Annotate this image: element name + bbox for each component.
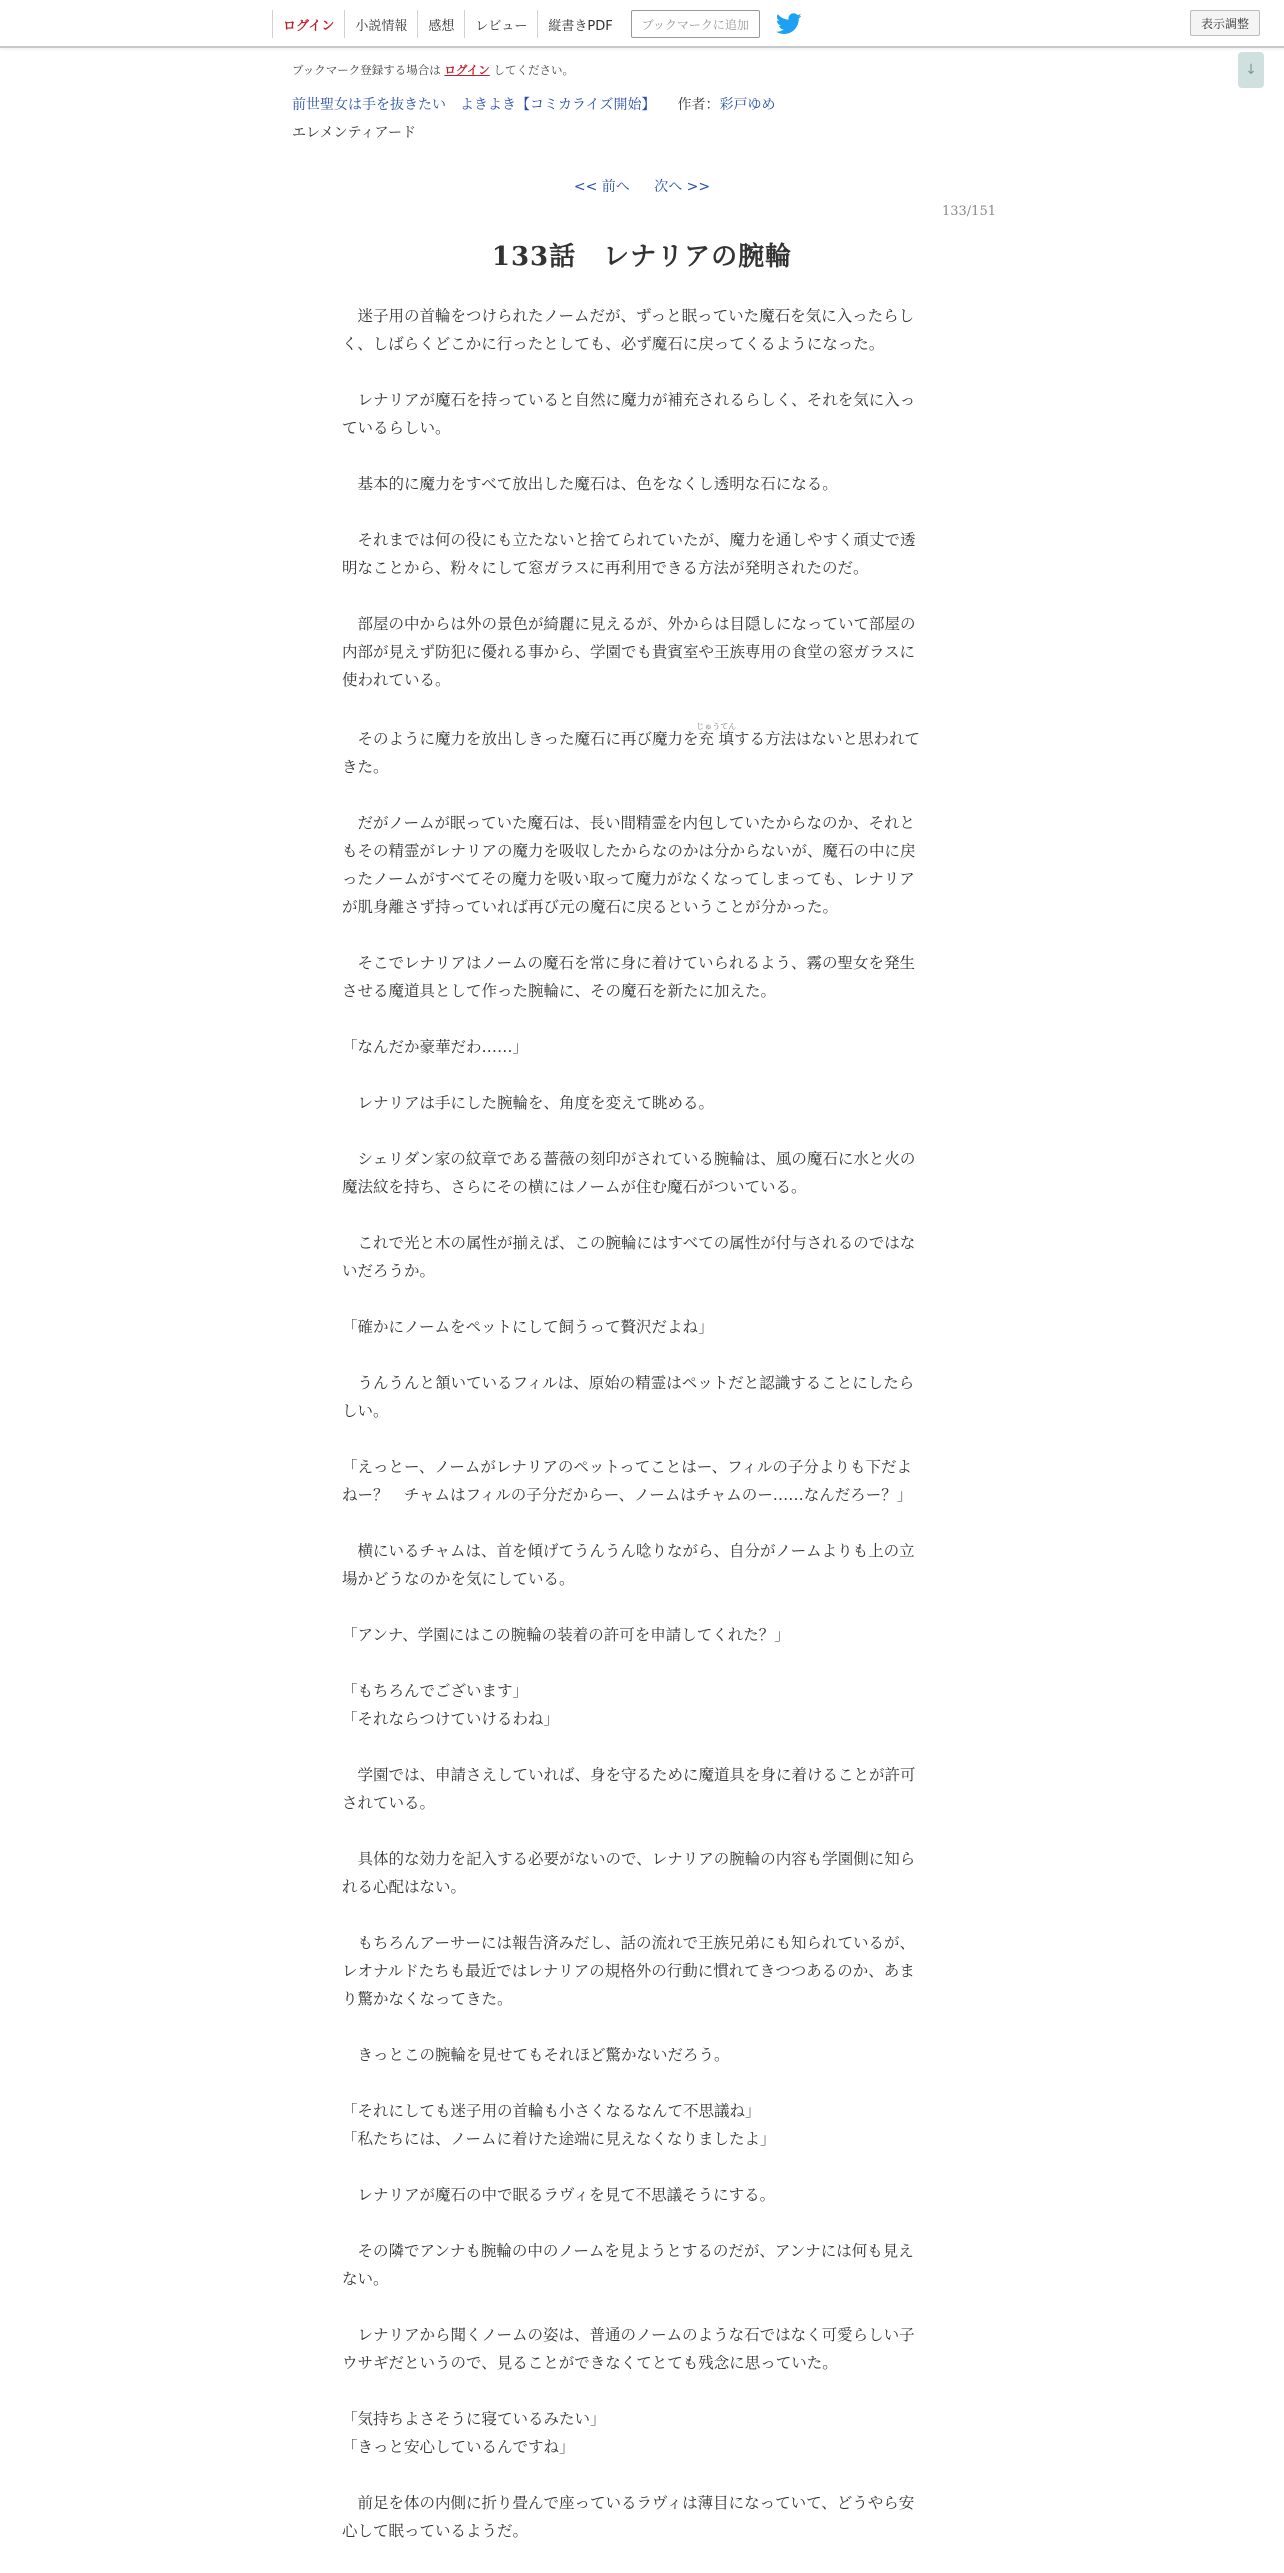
paragraph xyxy=(342,1761,942,1817)
paragraph xyxy=(342,470,942,498)
paragraph xyxy=(342,2097,942,2125)
author-line xyxy=(677,94,775,114)
impressions-link[interactable]: 感想 xyxy=(417,10,464,38)
paragraph-line: 「それならつけていけるわね」 xyxy=(342,1710,559,1728)
author-label: 作者： xyxy=(677,97,720,113)
paragraph xyxy=(342,1145,942,1201)
paragraph-line: 「もちろんでございます」 xyxy=(342,1682,529,1700)
vertical-pdf-link[interactable]: 縦書きPDF xyxy=(537,10,622,38)
paragraph-line: しい。 xyxy=(342,1402,389,1420)
ruby-base: 充填 xyxy=(696,730,737,748)
paragraph xyxy=(342,2125,942,2153)
paragraph-line: レオナルドたちも最近ではレナリアの規格外の行動に慣れてきつつあるのか、あま xyxy=(342,1962,915,1980)
paragraph-line: されている。 xyxy=(342,1794,436,1812)
paragraph xyxy=(342,1453,942,1509)
paragraph-line: 基本的に魔力をすべて放出した魔石は、色をなくし透明な石になる。 xyxy=(342,475,838,493)
paragraph xyxy=(342,1621,942,1649)
paragraph-line: り驚かなくなってきた。 xyxy=(342,1990,513,2008)
paragraph xyxy=(342,1929,942,2013)
paragraph xyxy=(342,1537,942,1593)
paragraph-line: だがノームが眠っていた魔石は、長い間精霊を内包していたからなのか、それと xyxy=(342,814,916,832)
paragraph-line: レナリアが魔石を持っていると自然に魔力が補充されるらしく、それを気に入っ xyxy=(342,391,916,409)
bookmark-note-text: ブックマーク登録する場合は xyxy=(292,63,441,77)
paragraph xyxy=(342,1705,942,1733)
paragraph-line: その隣でアンナも腕輪の中のノームを見ようとするのだが、アンナには何も見え xyxy=(342,2242,914,2260)
paragraph-line xyxy=(342,722,942,753)
paragraph xyxy=(342,2405,942,2433)
paragraph-text: する方法はないと思われて xyxy=(734,730,921,748)
ruby-word xyxy=(696,722,737,748)
paragraph-line: 明なことから、粉々にして窓ガラスに再利用できる方法が発明されたのだ。 xyxy=(342,559,869,577)
paragraph-line: もその精霊がレナリアの魔力を吸収したからなのかは分からないが、魔石の中に戻 xyxy=(342,842,916,860)
login-link[interactable]: ログイン xyxy=(272,10,344,38)
paragraph xyxy=(342,1313,942,1341)
paragraph xyxy=(342,610,942,694)
novel-body xyxy=(342,302,942,2573)
paragraph-line: 横にいるチャムは、首を傾げてうんうん唸りながら、自分がノームよりも上の立 xyxy=(342,1542,915,1560)
prev-chapter-link[interactable]: << 前へ xyxy=(573,179,630,195)
chapter-pager xyxy=(0,176,1284,196)
paragraph xyxy=(342,2321,942,2377)
paragraph-line: 「アンナ、学園にはこの腕輪の装着の許可を申請してくれた？」 xyxy=(342,1626,790,1644)
review-link[interactable]: レビュー xyxy=(464,10,537,38)
paragraph-line: 前足を体の内側に折り畳んで座っているラヴィは薄目になっていて、どうやら安 xyxy=(342,2494,915,2512)
paragraph xyxy=(342,2489,942,2545)
series-name: エレメンティアード xyxy=(292,125,417,141)
paragraph xyxy=(342,1845,942,1901)
paragraph-line: れる心配はない。 xyxy=(342,1878,467,1896)
paragraph xyxy=(342,809,942,921)
paragraph-line: 使われている。 xyxy=(342,671,451,689)
paragraph-line: ったノームがすべてその魔力を吸い取って魔力がなくなってしまっても、レナリア xyxy=(342,870,915,888)
novel-meta xyxy=(292,62,1012,142)
novel-title-link[interactable]: 前世聖女は手を抜きたい よきよき【コミカライズ開始】 xyxy=(292,97,656,113)
paragraph-line: 迷子用の首輪をつけられたノームだが、ずっと眠っていた魔石を気に入ったらし xyxy=(342,307,915,325)
paragraph-line: 「なんだか豪華だわ……」 xyxy=(342,1038,529,1056)
bookmark-note xyxy=(292,62,1012,78)
bookmark-note-suffix: してください。 xyxy=(493,63,574,77)
paragraph-line: 学園では、申請さえしていれば、身を守るために魔道具を身に着けることが許可 xyxy=(342,1766,916,1784)
paragraph xyxy=(342,2181,942,2209)
paragraph xyxy=(342,2237,942,2293)
paragraph-line: 魔法紋を持ち、さらにその横にはノームが住む魔石がついている。 xyxy=(342,1178,807,1196)
paragraph-ruby xyxy=(342,722,942,781)
paragraph-line: レナリアが魔石の中で眠るラヴィを見て不思議そうにする。 xyxy=(342,2186,776,2204)
page-count: 133/151 xyxy=(941,204,996,219)
paragraph xyxy=(342,1229,942,1285)
paragraph-text: そのように魔力を放出しきった魔石に再び魔力を xyxy=(342,730,699,748)
novel-info-link[interactable]: 小説情報 xyxy=(344,10,417,38)
bookmark-login-link[interactable]: ログイン xyxy=(444,63,490,77)
paragraph-line: 「確かにノームをペットにして飼うって贅沢だよね」 xyxy=(342,1318,714,1336)
chapter-title: 133話 レナリアの腕輪 xyxy=(491,242,793,272)
paragraph xyxy=(342,2433,942,2461)
paragraph xyxy=(342,386,942,442)
paragraph-line: レナリアは手にした腕輪を、角度を変えて眺める。 xyxy=(342,1094,715,1112)
header-nav xyxy=(272,10,802,38)
paragraph xyxy=(342,949,942,1005)
ruby-reading: じゅうてん xyxy=(696,722,737,731)
paragraph-line: レナリアから聞くノームの姿は、普通のノームのような石ではなく可愛らしい子 xyxy=(342,2326,915,2344)
paragraph-line: いだろうか。 xyxy=(342,1262,436,1280)
paragraph xyxy=(342,526,942,582)
paragraph xyxy=(342,2041,942,2069)
paragraph-line: 「きっと安心しているんですね」 xyxy=(342,2438,575,2456)
paragraph xyxy=(342,1369,942,1425)
paragraph-line: 場かどうなのかを気にしている。 xyxy=(342,1570,575,1588)
paragraph xyxy=(342,1089,942,1117)
arrow-down-icon[interactable]: ↓ xyxy=(1238,52,1264,88)
paragraph xyxy=(342,1677,942,1705)
top-header xyxy=(0,0,1284,48)
paragraph-line: 内部が見えず防犯に優れる事から、学園でも貴賓室や王族専用の食堂の窓ガラスに xyxy=(342,643,916,661)
novel-info-line xyxy=(292,94,1012,114)
paragraph-line: うんうんと頷いているフィルは、原始の精霊はペットだと認識することにしたら xyxy=(342,1374,915,1392)
paragraph-line: ねー？ チャムはフィルの子分だからー、ノームはチャムのー……なんだろー？」 xyxy=(342,1486,913,1504)
paragraph-line: 「気持ちよさそうに寝ているみたい」 xyxy=(342,2410,606,2428)
paragraph-line: く、しばらくどこかに行ったとしても、必ず魔石に戻ってくるようになった。 xyxy=(342,335,885,353)
paragraph-line: そこでレナリアはノームの魔石を常に身に着けていられるよう、霧の聖女を発生 xyxy=(342,954,916,972)
paragraph-line: シェリダン家の紋章である薔薇の刻印がされている腕輪は、風の魔石に水と火の xyxy=(342,1150,916,1168)
paragraph xyxy=(342,1033,942,1061)
paragraph-line: 「私たちには、ノームに着けた途端に見えなくなりましたよ」 xyxy=(342,2130,776,2148)
add-bookmark-button[interactable]: ブックマークに追加 xyxy=(631,10,760,38)
twitter-bird-icon[interactable] xyxy=(776,13,802,35)
paragraph-line: 「それにしても迷子用の首輪も小さくなるなんて不思議ね」 xyxy=(342,2102,761,2120)
paragraph-line: が肌身離さず持っていれば再び元の魔石に戻るということが分かった。 xyxy=(342,898,839,916)
paragraph-line: もちろんアーサーには報告済みだし、話の流れで王族兄弟にも知られているが、 xyxy=(342,1934,916,1952)
paragraph-line: させる魔道具として作った腕輪に、その魔石を新たに加えた。 xyxy=(342,982,777,1000)
paragraph xyxy=(342,302,942,358)
paragraph-line: 心して眠っているようだ。 xyxy=(342,2522,529,2540)
author-link[interactable]: 彩戸ゆめ xyxy=(719,97,776,113)
paragraph-line: 具体的な効力を記入する必要がないので、レナリアの腕輪の内容も学園側に知ら xyxy=(342,1850,916,1868)
paragraph-line: 「えっとー、ノームがレナリアのペットってことはー、フィルの子分よりも下だよ xyxy=(342,1458,912,1476)
paragraph-line: ウサギだというので、見ることができなくてとても残念に思っていた。 xyxy=(342,2354,838,2372)
paragraph-line: これで光と木の属性が揃えば、この腕輪にはすべての属性が付与されるのではな xyxy=(342,1234,916,1252)
next-chapter-link[interactable]: 次へ >> xyxy=(654,179,711,195)
paragraph-line: 部屋の中からは外の景色が綺麗に見えるが、外からは目隠しになっていて部屋の xyxy=(342,615,916,633)
paragraph-line: ているらしい。 xyxy=(342,419,451,437)
paragraph-line: ない。 xyxy=(342,2270,389,2288)
display-settings-button[interactable]: 表示調整 xyxy=(1190,10,1260,36)
paragraph-line: きっとこの腕輪を見せてもそれほど驚かないだろう。 xyxy=(342,2046,730,2064)
paragraph-line: それまでは何の役にも立たないと捨てられていたが、魔力を通しやすく頑丈で透 xyxy=(342,531,916,549)
paragraph-line: きた。 xyxy=(342,758,389,776)
